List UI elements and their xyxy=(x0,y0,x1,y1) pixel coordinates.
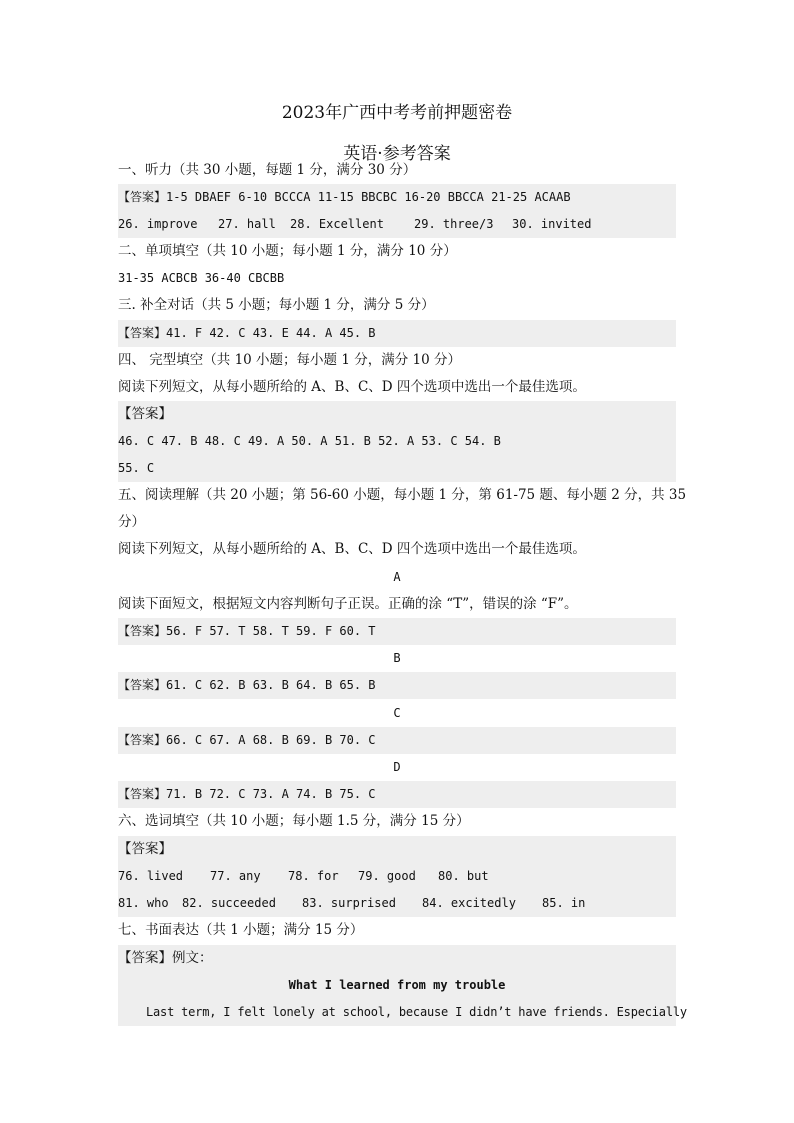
section-7-label: 【答案】例文： xyxy=(118,945,676,972)
answer-word: 28. Excellent xyxy=(290,217,384,231)
page-subtitle: 英语·参考答案 xyxy=(343,144,451,164)
page-title: 2023年广西中考考前押题密卷 xyxy=(281,103,513,123)
essay-line: Last term, I felt lonely at school, because I didn’t have friends. Especially xyxy=(118,999,676,1026)
section-4-answers-cont: 55. C xyxy=(118,455,676,482)
section-6-answers-row1 xyxy=(118,863,676,890)
part-d-answers: 【答案】71. B 72. C 73. A 74. B 75. C xyxy=(118,781,676,808)
section-4-instruction: 阅读下列短文，从每小题所给的 A、B、C、D 四个选项中选出一个最佳选项。 xyxy=(118,379,586,395)
answer-word: 77. any xyxy=(210,869,261,883)
section-3-answers: 【答案】41. F 42. C 43. E 44. A 45. B xyxy=(118,320,676,347)
answer-word: 85. in xyxy=(542,896,586,910)
answer-word: 81. who xyxy=(118,896,169,910)
part-b-label: B xyxy=(393,651,401,665)
essay-title: What I learned from my trouble xyxy=(118,972,676,999)
section-6-heading: 六、选词填空（共 10 小题；每小题 1.5 分，满分 15 分） xyxy=(118,813,470,829)
answer-word: 84. excitedly xyxy=(422,896,516,910)
section-5-heading: 五、阅读理解（共 20 小题；第 56-60 小题，每小题 1 分，第 61-75 题、每小题 2 分，共 35 xyxy=(118,487,687,503)
part-a-answers: 【答案】56. F 57. T 58. T 59. F 60. T xyxy=(118,618,676,645)
section-7-heading: 七、书面表达（共 1 小题；满分 15 分） xyxy=(118,922,364,938)
answer-word: 29. three/3 xyxy=(414,217,494,231)
answer-word: 26. improve xyxy=(118,217,198,231)
section-3-heading: 三. 补全对话（共 5 小题；每小题 1 分，满分 5 分） xyxy=(118,297,435,313)
section-6-label: 【答案】 xyxy=(118,836,676,863)
answer-word: 27. hall xyxy=(218,217,276,231)
answer-word: 78. for xyxy=(288,869,339,883)
section-4-answers: 46. C 47. B 48. C 49. A 50. A 51. B 52. A 53. C 54. B xyxy=(118,428,676,455)
answer-word: 83. surprised xyxy=(302,896,396,910)
answer-word: 82. succeeded xyxy=(182,896,276,910)
section-4-label: 【答案】 xyxy=(118,401,676,428)
part-d-label: D xyxy=(393,760,401,774)
part-b-answers: 【答案】61. C 62. B 63. B 64. B 65. B xyxy=(118,672,676,699)
section-2-answers: 31-35 ACBCB 36-40 CBCBB xyxy=(118,271,285,285)
section-6-answers-row2 xyxy=(118,890,676,917)
section-1-heading: 一、听力（共 30 小题，每题 1 分，满分 30 分） xyxy=(118,162,417,178)
answer-word: 80. but xyxy=(438,869,489,883)
answer-word: 30. invited xyxy=(512,217,592,231)
section-5-instruction: 阅读下列短文，从每小题所给的 A、B、C、D 四个选项中选出一个最佳选项。 xyxy=(118,541,586,557)
answer-word: 79. good xyxy=(358,869,416,883)
part-a-instruction: 阅读下面短文，根据短文内容判断句子正误。正确的涂 “T”，错误的涂 “F”。 xyxy=(118,596,578,612)
part-a-label: A xyxy=(393,570,401,584)
answer-word: 76. lived xyxy=(118,869,184,883)
section-5-heading-cont: 分） xyxy=(118,514,145,530)
section-4-heading: 四、 完型填空（共 10 小题；每小题 1 分，满分 10 分） xyxy=(118,352,461,368)
part-c-label: C xyxy=(393,706,401,720)
section-2-heading: 二、单项填空（共 10 小题；每小题 1 分，满分 10 分） xyxy=(118,243,457,259)
part-c-answers: 【答案】66. C 67. A 68. B 69. B 70. C xyxy=(118,727,676,754)
section-1-words xyxy=(118,211,676,238)
section-1-answers: 【答案】1-5 DBAEF 6-10 BCCCA 11-15 BBCBC 16-20 BBCCA 21-25 ACAAB xyxy=(118,184,676,211)
